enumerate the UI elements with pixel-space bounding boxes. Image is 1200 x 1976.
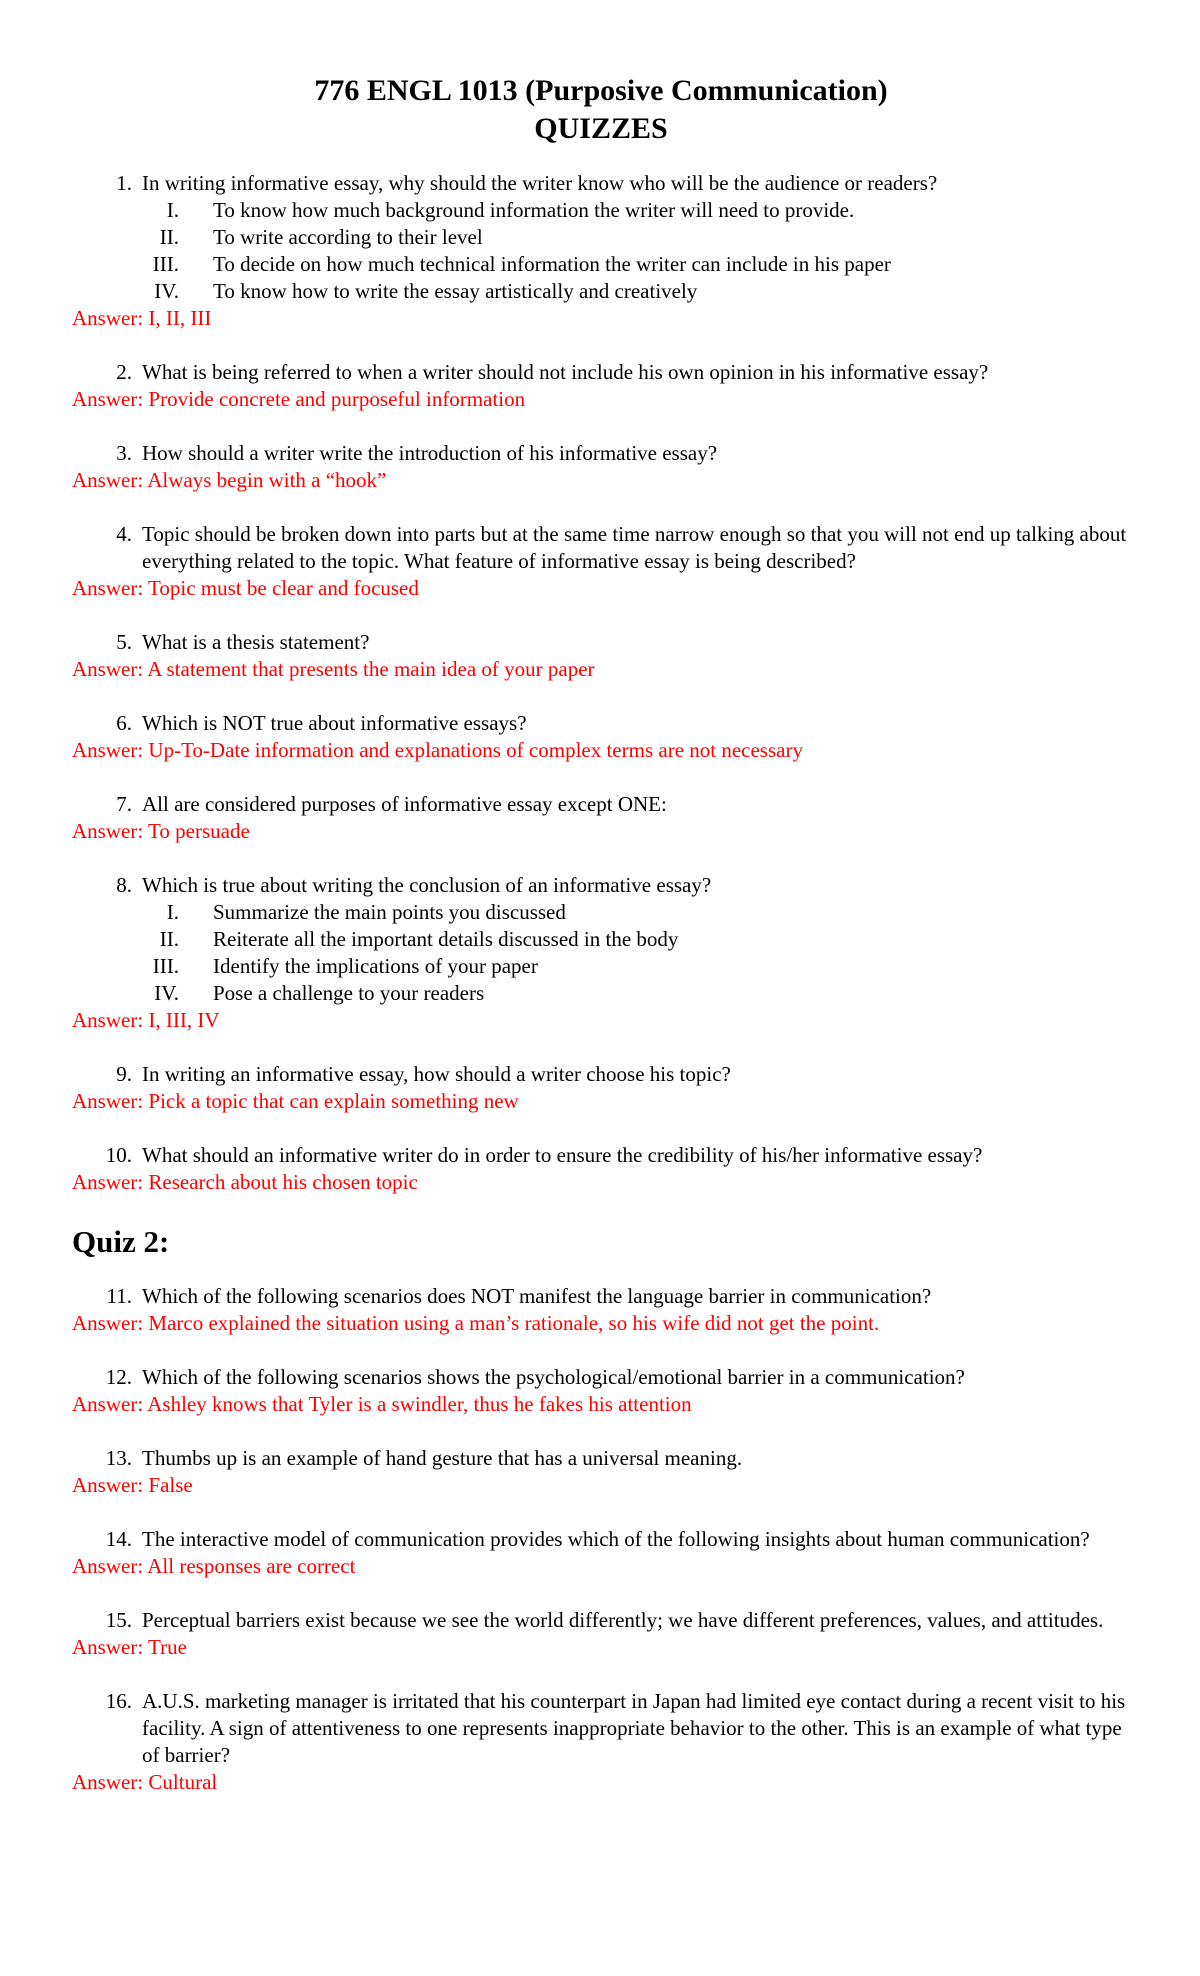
option-item xyxy=(72,251,1130,278)
question-text: All are considered purposes of informative essay except ONE: xyxy=(142,792,667,816)
answer-text: Topic must be clear and focused xyxy=(148,576,419,600)
question xyxy=(72,440,1130,467)
answer-label: Answer: xyxy=(72,1770,144,1794)
answer-label: Answer: xyxy=(72,1008,144,1032)
question-block xyxy=(72,1142,1130,1196)
answer-label: Answer: xyxy=(72,738,144,762)
question xyxy=(72,629,1130,656)
answer-text: To persuade xyxy=(148,819,250,843)
question-number: 3. xyxy=(116,441,132,465)
question-block xyxy=(72,1526,1130,1580)
question-text: Which of the following scenarios does NOT manifest the language barrier in communication? xyxy=(142,1284,932,1308)
option-text: Reiterate all the important details discussed in the body xyxy=(213,927,679,951)
option-item xyxy=(72,899,1130,926)
question xyxy=(72,710,1130,737)
question-text: Perceptual barriers exist because we see the world differently; we have different preferences, values, and attitudes. xyxy=(142,1608,1104,1632)
answer-text: I, III, IV xyxy=(148,1008,220,1032)
question-block xyxy=(72,1607,1130,1661)
answer-text: Up-To-Date information and explanations of complex terms are not necessary xyxy=(148,738,803,762)
answer-line xyxy=(72,575,1130,602)
question-block xyxy=(72,359,1130,413)
option-item xyxy=(72,926,1130,953)
answer-label: Answer: xyxy=(72,468,144,492)
option-numeral: IV. xyxy=(154,279,179,303)
question-block xyxy=(72,1283,1130,1337)
question-block xyxy=(72,872,1130,1034)
answer-line xyxy=(72,1169,1130,1196)
question-number: 10. xyxy=(105,1143,132,1167)
answer-label: Answer: xyxy=(72,1089,144,1113)
answer-line xyxy=(72,1391,1130,1418)
question-block xyxy=(72,1445,1130,1499)
question-block xyxy=(72,1688,1130,1796)
option-text: To decide on how much technical information the writer can include in his paper xyxy=(213,252,891,276)
question xyxy=(72,872,1130,899)
option-text: Pose a challenge to your readers xyxy=(213,981,485,1005)
answer-text: A statement that presents the main idea of your paper xyxy=(147,657,595,681)
document-title xyxy=(72,72,1130,148)
answer-line xyxy=(72,386,1130,413)
question-number: 11. xyxy=(106,1284,132,1308)
question-number: 16. xyxy=(105,1689,132,1713)
question-block xyxy=(72,629,1130,683)
option-numeral: III. xyxy=(152,252,179,276)
question xyxy=(72,1688,1130,1769)
question-number: 14. xyxy=(105,1527,132,1551)
question-block xyxy=(72,440,1130,494)
question-text: What should an informative writer do in order to ensure the credibility of his/her informative essay? xyxy=(142,1143,983,1167)
question-number: 12. xyxy=(105,1365,132,1389)
answer-label: Answer: xyxy=(72,387,144,411)
option-item xyxy=(72,953,1130,980)
answer-line xyxy=(72,467,1130,494)
option-item xyxy=(72,278,1130,305)
option-text: To know how much background information the writer will need to provide. xyxy=(213,198,855,222)
question-text: What is a thesis statement? xyxy=(142,630,370,654)
question-text: How should a writer write the introduction of his informative essay? xyxy=(142,441,718,465)
answer-label: Answer: xyxy=(72,1635,144,1659)
question xyxy=(72,1445,1130,1472)
answer-line xyxy=(72,305,1130,332)
option-numeral: IV. xyxy=(154,981,179,1005)
question-number: 8. xyxy=(116,873,132,897)
question xyxy=(72,1526,1130,1553)
question-number: 7. xyxy=(116,792,132,816)
answer-label: Answer: xyxy=(72,819,144,843)
answer-text: I, II, III xyxy=(148,306,212,330)
option-numeral: II. xyxy=(159,225,179,249)
question-block xyxy=(72,1364,1130,1418)
question-text: Topic should be broken down into parts but at the same time narrow enough so that you will not end up talking about everything related to the topic. What feature of informative essay is being described? xyxy=(142,522,1127,573)
question xyxy=(72,1364,1130,1391)
quiz-1-section xyxy=(72,170,1130,1196)
answer-label: Answer: xyxy=(72,1554,144,1578)
title-line-course: 776 ENGL 1013 (Purposive Communication) xyxy=(314,74,888,107)
answer-label: Answer: xyxy=(72,1473,144,1497)
question xyxy=(72,521,1130,575)
option-numeral: I. xyxy=(166,900,179,924)
question-text: A.U.S. marketing manager is irritated that his counterpart in Japan had limited eye contact during a recent visit to his facility. A sign of attentiveness to one represents inappropriate behavior to the other. This is an example of what type of barrier? xyxy=(142,1689,1126,1767)
question-text: The interactive model of communication provides which of the following insights about human communication? xyxy=(142,1527,1090,1551)
answer-label: Answer: xyxy=(72,1170,144,1194)
answer-text: Pick a topic that can explain something new xyxy=(148,1089,519,1113)
answer-line xyxy=(72,1310,1130,1337)
question xyxy=(72,1607,1130,1634)
question xyxy=(72,170,1130,197)
answer-label: Answer: xyxy=(72,576,144,600)
answer-label: Answer: xyxy=(72,1311,144,1335)
question-text: Thumbs up is an example of hand gesture that has a universal meaning. xyxy=(142,1446,743,1470)
answer-text: Provide concrete and purposeful information xyxy=(148,387,526,411)
option-text: To write according to their level xyxy=(213,225,483,249)
option-item xyxy=(72,197,1130,224)
question-text: Which is true about writing the conclusion of an informative essay? xyxy=(142,873,712,897)
answer-line xyxy=(72,1769,1130,1796)
question-block xyxy=(72,710,1130,764)
option-numeral: I. xyxy=(166,198,179,222)
answer-text: All responses are correct xyxy=(147,1554,356,1578)
answer-label: Answer: xyxy=(72,306,144,330)
question xyxy=(72,791,1130,818)
answer-label: Answer: xyxy=(72,657,144,681)
question xyxy=(72,1283,1130,1310)
question-text: What is being referred to when a writer should not include his own opinion in his informative essay? xyxy=(142,360,989,384)
question xyxy=(72,1061,1130,1088)
answer-line xyxy=(72,818,1130,845)
option-text: Identify the implications of your paper xyxy=(213,954,538,978)
answer-line xyxy=(72,1634,1130,1661)
question-number: 1. xyxy=(116,171,132,195)
quiz-2-heading: Quiz 2: xyxy=(72,1224,170,1259)
option-numeral: III. xyxy=(152,954,179,978)
option-text: Summarize the main points you discussed xyxy=(213,900,566,924)
question-number: 2. xyxy=(116,360,132,384)
option-text: To know how to write the essay artistically and creatively xyxy=(213,279,698,303)
question-number: 9. xyxy=(116,1062,132,1086)
answer-text: Cultural xyxy=(148,1770,218,1794)
option-item xyxy=(72,980,1130,1007)
answer-line xyxy=(72,737,1130,764)
option-item xyxy=(72,224,1130,251)
answer-label: Answer: xyxy=(72,1392,144,1416)
answer-line xyxy=(72,1007,1130,1034)
option-numeral: II. xyxy=(159,927,179,951)
question-text: Which is NOT true about informative essays? xyxy=(142,711,527,735)
answer-text: Marco explained the situation using a man’s rationale, so his wife did not get the point. xyxy=(148,1311,880,1335)
answer-line xyxy=(72,1553,1130,1580)
question-number: 4. xyxy=(116,522,132,546)
question-number: 6. xyxy=(116,711,132,735)
answer-text: Always begin with a “hook” xyxy=(147,468,387,492)
question-number: 5. xyxy=(116,630,132,654)
quiz-2-section xyxy=(72,1283,1130,1796)
answer-line xyxy=(72,656,1130,683)
question-number: 15. xyxy=(105,1608,132,1632)
answer-text: True xyxy=(148,1635,187,1659)
answer-line xyxy=(72,1472,1130,1499)
question-block xyxy=(72,791,1130,845)
question-text: In writing an informative essay, how should a writer choose his topic? xyxy=(142,1062,731,1086)
question xyxy=(72,359,1130,386)
title-line-quizzes: QUIZZES xyxy=(534,112,668,145)
answer-text: False xyxy=(148,1473,193,1497)
question-block xyxy=(72,521,1130,602)
question-text: Which of the following scenarios shows the psychological/emotional barrier in a communication? xyxy=(142,1365,965,1389)
question-number: 13. xyxy=(105,1446,132,1470)
answer-line xyxy=(72,1088,1130,1115)
question-block xyxy=(72,1061,1130,1115)
question xyxy=(72,1142,1130,1169)
question-block xyxy=(72,170,1130,332)
answer-text: Ashley knows that Tyler is a swindler, thus he fakes his attention xyxy=(147,1392,692,1416)
answer-text: Research about his chosen topic xyxy=(148,1170,418,1194)
question-text: In writing informative essay, why should the writer know who will be the audience or readers? xyxy=(142,171,938,195)
